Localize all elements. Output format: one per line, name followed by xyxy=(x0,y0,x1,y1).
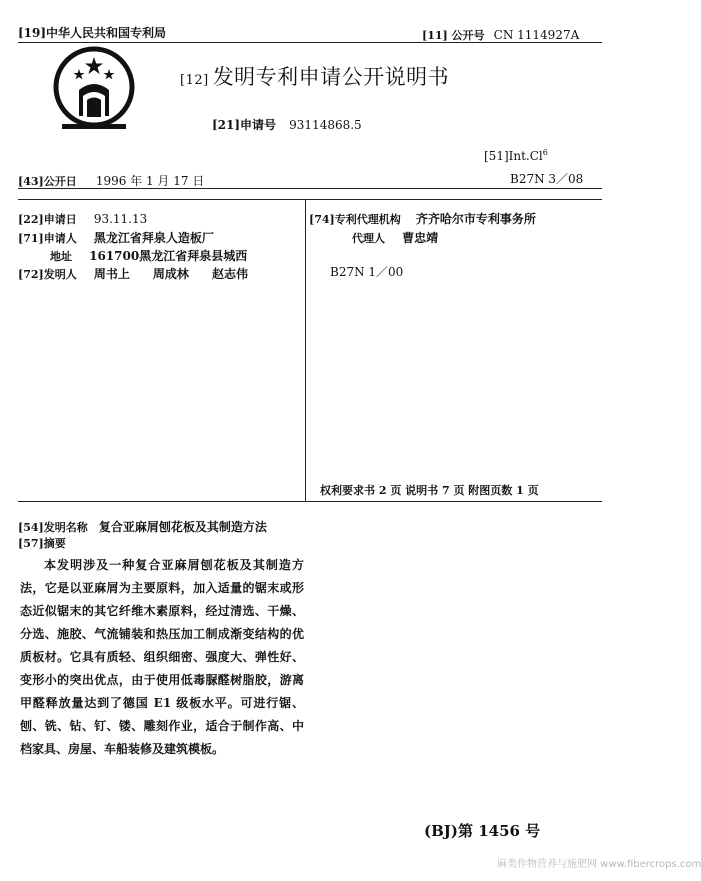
int-cl xyxy=(484,148,548,163)
watermark: 麻类作物营养与施肥网 www.fibercrops.com xyxy=(497,859,701,870)
box-bottom-rule xyxy=(18,501,602,502)
filing-date-label: [22]申请日 xyxy=(18,213,77,226)
application-number xyxy=(212,114,362,133)
inventors xyxy=(18,263,248,282)
applicant xyxy=(18,227,214,246)
invention-title-value: 复合亚麻屑刨花板及其制造方法 xyxy=(98,520,267,534)
publication-rule xyxy=(18,188,602,189)
print-code: (BJ)第 1456 号 xyxy=(424,822,541,840)
filing-date xyxy=(18,208,147,227)
secondary-classification: B27N 1／00 xyxy=(330,265,404,279)
box-divider xyxy=(305,199,306,501)
applicant-value: 黑龙江省拜泉人造板厂 xyxy=(93,231,214,245)
document-title xyxy=(180,61,449,91)
publication-date-label: [43]公开日 xyxy=(18,175,77,188)
filing-date-value: 93.11.13 xyxy=(93,212,148,226)
address-label: 地址 xyxy=(50,250,72,263)
patent-office-name: [19]中华人民共和国专利局 xyxy=(18,26,167,40)
abstract-text: 本发明涉及一种复合亚麻屑刨花板及其制造方法，它是以亚麻屑为主要原料，加入适量的锯末或形态近似锯末的其它纤维木素原料，经过清选、干燥、分选、施胶、气流铺装和热压加工制成渐变结构的优质板材。它具有质轻、组织细密、强度大、弹性好、变形小的突出优点，由于使用低毒脲醛树脂胶，游离甲醛释放量达到了德国 E1 级板水平。可进行锯、刨、铣、钻、钉、镂、雕刻作业，适合于制作高、中档家具、房屋、车船装修及建筑模板。 xyxy=(20,558,304,756)
int-cl-code: B27N 3／08 xyxy=(510,172,584,186)
inventor-name: 赵志伟 xyxy=(212,267,249,281)
publication-date-value: 1996 年 1 月 17 日 xyxy=(95,174,205,188)
address-value: 161700黑龙江省拜泉县城西 xyxy=(89,249,248,263)
patent-agency-label: [74]专利代理机构 xyxy=(309,213,401,226)
patent-agent-label: 代理人 xyxy=(352,232,385,245)
title-code: [12] xyxy=(180,73,209,88)
publication-date xyxy=(18,170,204,189)
header-rule xyxy=(18,42,602,43)
applicant-label: [71]申请人 xyxy=(18,232,77,245)
patent-agent-value: 曹忠靖 xyxy=(402,231,439,245)
pages-info: 权利要求书 2 页 说明书 7 页 附图页数 1 页 xyxy=(320,484,539,497)
publication-number-label: [11] 公开号 xyxy=(422,29,485,42)
patent-agent xyxy=(309,227,438,246)
publication-number xyxy=(422,24,579,43)
inventor-name: 周成林 xyxy=(152,267,189,281)
application-number-value: 93114868.5 xyxy=(289,118,362,132)
inventors-label: [72]发明人 xyxy=(18,268,77,281)
invention-title xyxy=(18,516,267,535)
box-top-rule xyxy=(18,199,602,200)
abstract-label: [57]摘要 xyxy=(18,537,66,550)
int-cl-edition: 6 xyxy=(542,148,548,157)
cnipa-emblem-icon xyxy=(53,44,135,134)
int-cl-label: [51]Int.Cl xyxy=(484,149,543,163)
invention-title-label: [54]发明名称 xyxy=(18,521,88,534)
title-text: 发明专利申请公开说明书 xyxy=(212,65,450,89)
address xyxy=(18,245,247,264)
inventor-name: 周书上 xyxy=(93,267,130,281)
publication-number-value: CN 1114927A xyxy=(493,28,580,42)
patent-agency xyxy=(309,208,536,227)
application-number-label: [21]申请号 xyxy=(212,118,277,132)
patent-agency-value: 齐齐哈尔市专利事务所 xyxy=(415,212,536,226)
